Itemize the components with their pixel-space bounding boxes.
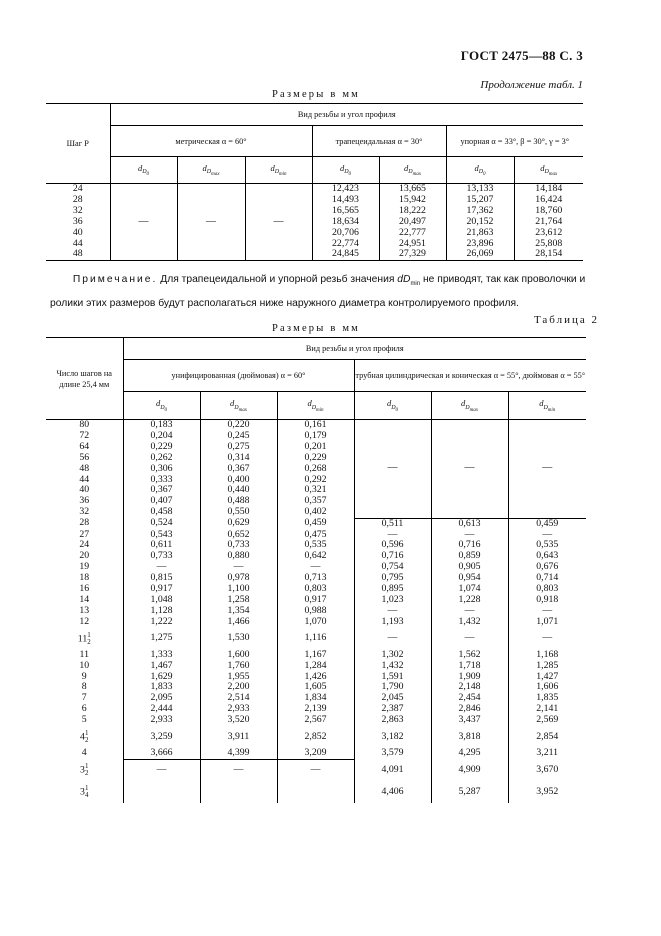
value-cell: 0,459	[277, 518, 354, 529]
value-cell: 3,818	[431, 726, 508, 748]
table2-col-symbol: $d_{D_0}$	[354, 392, 431, 420]
table-row	[46, 748, 586, 759]
value-cell: 16,424	[514, 195, 583, 206]
value-cell: 3,666	[123, 748, 200, 759]
table-row	[46, 184, 583, 195]
value-cell	[200, 781, 277, 803]
table1-thrust-header: упорная α = 33°, β = 30°, γ = 3°	[446, 126, 583, 157]
value-cell: 2,514	[200, 693, 277, 704]
value-cell: —	[431, 606, 508, 617]
value-cell: 1,222	[123, 617, 200, 628]
table-row	[46, 628, 586, 650]
value-cell: 1,193	[354, 617, 431, 628]
value-cell	[123, 781, 200, 803]
value-cell: —	[354, 530, 431, 541]
count-cell: 14	[79, 594, 90, 605]
value-cell: 0,161	[277, 420, 354, 431]
value-cell: 18,634	[312, 217, 379, 228]
value-cell: 0,642	[277, 551, 354, 562]
value-cell: 0,733	[123, 551, 200, 562]
value-cell: 0,716	[431, 540, 508, 551]
value-cell: 0,367	[200, 464, 277, 475]
value-cell: 22,774	[312, 239, 379, 250]
value-cell: 1,833	[123, 682, 200, 693]
value-cell: 1,834	[277, 693, 354, 704]
value-cell: 0,714	[508, 573, 586, 584]
count-cell: 24	[79, 539, 90, 551]
step-cell: 48	[46, 249, 110, 260]
table1-col-symbol: $d_{D_{min}}$	[245, 157, 312, 184]
table1-col-symbol: $d_{D_0}$	[110, 157, 177, 184]
table1	[46, 103, 583, 261]
value-cell: 1,600	[200, 650, 277, 661]
count-cell: 64	[79, 440, 90, 452]
value-cell: —	[354, 606, 431, 617]
count-cell: 20	[79, 550, 90, 562]
value-cell: 0,917	[277, 595, 354, 606]
table-row	[46, 781, 586, 803]
value-cell: —	[508, 606, 586, 617]
value-cell: 0,400	[200, 475, 277, 486]
value-cell: 3,579	[354, 748, 431, 759]
value-cell: 0,543	[123, 530, 200, 541]
value-cell: 0,550	[200, 507, 277, 518]
value-cell: —	[508, 530, 586, 541]
value-cell: 1,275	[123, 628, 200, 650]
value-cell: 2,933	[200, 704, 277, 715]
value-cell: 1,258	[200, 595, 277, 606]
pipe-dash-cell: —	[508, 420, 586, 519]
count-cell: 27	[79, 528, 90, 540]
count-cell: 7	[81, 692, 87, 704]
table-row	[46, 661, 586, 672]
value-cell: 4,909	[431, 759, 508, 781]
value-cell: 17,362	[446, 206, 514, 217]
value-cell: 25,808	[514, 239, 583, 250]
value-cell: 0,245	[200, 431, 277, 442]
pipe-dash-cell: —	[431, 420, 508, 519]
value-cell: 0,613	[431, 518, 508, 529]
value-cell: —	[354, 628, 431, 650]
value-cell: 1,167	[277, 650, 354, 661]
value-cell: 24,845	[312, 249, 379, 260]
value-cell: 1,909	[431, 672, 508, 683]
value-cell: 0,367	[123, 485, 200, 496]
count-cell: 111 2	[77, 630, 91, 646]
value-cell: 1,530	[200, 628, 277, 650]
table2-unified-header: унифицированная (дюймовая) α = 60°	[123, 360, 354, 392]
value-cell: 2,200	[200, 682, 277, 693]
value-cell: 0,815	[123, 573, 200, 584]
table1-body	[46, 184, 583, 261]
value-cell: 0,535	[277, 540, 354, 551]
value-cell: 0,458	[123, 507, 200, 518]
table-row	[46, 650, 586, 661]
count-cell: 41 2	[80, 729, 89, 745]
value-cell: 1,718	[431, 661, 508, 672]
value-cell: 0,268	[277, 464, 354, 475]
value-cell: 0,314	[200, 453, 277, 464]
value-cell: 0,220	[200, 420, 277, 431]
value-cell: 1,285	[508, 661, 586, 672]
table1-col-symbol: $d_{D_0}$	[312, 157, 379, 184]
value-cell	[277, 781, 354, 803]
step-cell: 32	[72, 204, 83, 216]
value-cell: 3,670	[508, 759, 586, 781]
count-cell: 9	[81, 670, 87, 682]
value-cell: 22,777	[379, 228, 446, 239]
value-cell: 2,567	[277, 715, 354, 726]
value-cell: 0,895	[354, 584, 431, 595]
value-cell: 18,760	[514, 206, 583, 217]
value-cell: 1,562	[431, 650, 508, 661]
table1-col-symbol: $d_{D_{max}}$	[177, 157, 245, 184]
value-cell: 4,399	[200, 748, 277, 759]
value-cell: 2,863	[354, 715, 431, 726]
note-text-after: не приводят, так как проволочки и ролики этих размеров будут располагаться ниже наружного диаметра контролируемого профиля.	[50, 274, 586, 310]
step-cell: 24	[72, 183, 83, 194]
value-cell: 0,988	[277, 606, 354, 617]
value-cell: 0,803	[508, 584, 586, 595]
value-cell: 23,896	[446, 239, 514, 250]
count-cell: 40	[79, 484, 90, 496]
value-cell: 0,306	[123, 464, 200, 475]
value-cell: 0,201	[277, 442, 354, 453]
count-cell: 72	[79, 429, 90, 441]
note-symbol: dD	[397, 274, 411, 285]
value-cell: 21,863	[446, 228, 514, 239]
value-cell: 26,069	[446, 249, 514, 260]
value-cell: 0,292	[277, 475, 354, 486]
value-cell: 1,116	[277, 628, 354, 650]
table2-col-symbol: $d_{D_{max}}$	[200, 392, 277, 420]
value-cell: 1,071	[508, 617, 586, 628]
value-cell: 1,432	[354, 661, 431, 672]
value-cell: —	[508, 628, 586, 650]
table1-col-symbol: $d_{D_{max}}$	[514, 157, 583, 184]
step-cell: 36	[72, 215, 83, 227]
value-cell: 1,955	[200, 672, 277, 683]
value-cell: 0,713	[277, 573, 354, 584]
step-cell: 28	[72, 193, 83, 205]
value-cell: 2,444	[123, 704, 200, 715]
pipe-dash-cell: —	[354, 420, 431, 519]
value-cell: 24,951	[379, 239, 446, 250]
count-cell: 4	[81, 747, 87, 759]
value-cell: —	[277, 562, 354, 573]
note-text-before: Для трапецеидальной и упорной резьб значения	[157, 274, 398, 285]
value-cell: 1,835	[508, 693, 586, 704]
value-cell: 1,426	[277, 672, 354, 683]
count-cell: 31 2	[80, 762, 89, 778]
value-cell: 3,952	[508, 781, 586, 803]
value-cell: 0,629	[200, 518, 277, 529]
value-cell: 3,437	[431, 715, 508, 726]
count-cell: 8	[81, 681, 87, 693]
table2-col-symbol: $d_{D_{min}}$	[508, 392, 586, 420]
value-cell: 20,497	[379, 217, 446, 228]
continuation-label: Продолжение табл. 1	[480, 79, 583, 91]
table2-group-header: Вид резьбы и угол профиля	[123, 338, 586, 360]
table2-col-symbol: $d_{D_{max}}$	[431, 392, 508, 420]
value-cell: 2,569	[508, 715, 586, 726]
count-cell: 44	[79, 473, 90, 485]
count-cell: 5	[81, 714, 87, 726]
value-cell: 28,154	[514, 249, 583, 260]
value-cell: 0,716	[354, 551, 431, 562]
value-cell: 0,859	[431, 551, 508, 562]
value-cell: 2,854	[508, 726, 586, 748]
table1-metric-header: метрическая α = 60°	[110, 126, 312, 157]
value-cell: 2,387	[354, 704, 431, 715]
table1-col-symbol: $d_{D_{max}}$	[379, 157, 446, 184]
note	[50, 270, 610, 314]
value-cell: 2,852	[277, 726, 354, 748]
value-cell: 1,128	[123, 606, 200, 617]
value-cell: 2,045	[354, 693, 431, 704]
value-cell: 16,565	[312, 206, 379, 217]
value-cell: 1,023	[354, 595, 431, 606]
table-row	[46, 726, 586, 748]
table2-name: Таблица 2	[533, 314, 599, 326]
value-cell: —	[200, 759, 277, 781]
value-cell: 0,917	[123, 584, 200, 595]
table2-symbol-row	[46, 392, 586, 420]
table2-count-header: Число шагов на длине 25,4 мм	[46, 338, 123, 420]
value-cell: 0,488	[200, 496, 277, 507]
value-cell: 0,905	[431, 562, 508, 573]
value-cell: —	[200, 562, 277, 573]
value-cell: —	[277, 759, 354, 781]
count-cell: 13	[79, 604, 90, 616]
value-cell: 27,329	[379, 249, 446, 260]
value-cell: 1,048	[123, 595, 200, 606]
value-cell: 1,432	[431, 617, 508, 628]
count-cell: 16	[79, 583, 90, 595]
table2-pipe-header: трубная цилиндрическая и коническая α = 55°, дюймовая α = 55°	[354, 360, 586, 392]
value-cell: —	[123, 562, 200, 573]
page-header: ГОСТ 2475—88 С. 3	[460, 48, 583, 63]
value-cell: 2,933	[123, 715, 200, 726]
value-cell: 0,918	[508, 595, 586, 606]
value-cell: 0,954	[431, 573, 508, 584]
metric-dash-cell: —	[110, 184, 177, 261]
table1-group-header: Вид резьбы и угол профиля	[110, 104, 583, 126]
value-cell: 18,222	[379, 206, 446, 217]
count-cell: 6	[81, 703, 87, 715]
value-cell: —	[123, 759, 200, 781]
value-cell: 4,295	[431, 748, 508, 759]
value-cell: 3,209	[277, 748, 354, 759]
count-cell: 48	[79, 462, 90, 474]
value-cell: 1,591	[354, 672, 431, 683]
value-cell: 0,321	[277, 485, 354, 496]
value-cell: 1,168	[508, 650, 586, 661]
value-cell: 0,733	[200, 540, 277, 551]
value-cell: 0,229	[123, 442, 200, 453]
value-cell: 0,440	[200, 485, 277, 496]
value-cell: 0,511	[354, 518, 431, 529]
table2-col-symbol: $d_{D_0}$	[123, 392, 200, 420]
count-cell: 32	[79, 506, 90, 518]
value-cell: 4,406	[354, 781, 431, 803]
value-cell: 0,643	[508, 551, 586, 562]
value-cell: 12,423	[312, 184, 379, 195]
value-cell: 5,287	[431, 781, 508, 803]
value-cell: 15,207	[446, 195, 514, 206]
value-cell: 0,535	[508, 540, 586, 551]
value-cell: 0,596	[354, 540, 431, 551]
value-cell: 0,262	[123, 453, 200, 464]
value-cell: 1,467	[123, 661, 200, 672]
table1-caption: Размеры в мм	[272, 89, 361, 100]
value-cell: 2,148	[431, 682, 508, 693]
value-cell: 1,605	[277, 682, 354, 693]
value-cell: 1,070	[277, 617, 354, 628]
value-cell: 1,790	[354, 682, 431, 693]
value-cell: 3,182	[354, 726, 431, 748]
value-cell: 3,520	[200, 715, 277, 726]
note-label: Примечание.	[72, 274, 158, 285]
value-cell: 1,427	[508, 672, 586, 683]
value-cell: 1,302	[354, 650, 431, 661]
table2-body	[46, 420, 586, 804]
value-cell: 23,612	[514, 228, 583, 239]
step-cell: 40	[72, 226, 83, 238]
metric-dash-cell: —	[245, 184, 312, 261]
count-cell: 12	[79, 615, 90, 627]
count-cell: 11	[79, 648, 89, 660]
value-cell: 0,357	[277, 496, 354, 507]
count-cell: 36	[79, 495, 90, 507]
count-cell: 56	[79, 451, 90, 463]
value-cell: 0,652	[200, 530, 277, 541]
value-cell: 4,091	[354, 759, 431, 781]
value-cell: 1,074	[431, 584, 508, 595]
value-cell: —	[431, 530, 508, 541]
note-symbol-sub: min	[410, 281, 421, 288]
value-cell: 0,229	[277, 453, 354, 464]
value-cell: 21,764	[514, 217, 583, 228]
count-cell: 80	[79, 419, 90, 430]
table1-step-header: Шаг P	[46, 104, 110, 184]
value-cell: 1,284	[277, 661, 354, 672]
count-cell: 19	[79, 561, 90, 573]
value-cell: 0,275	[200, 442, 277, 453]
value-cell: 0,524	[123, 518, 200, 529]
value-cell: 3,211	[508, 748, 586, 759]
value-cell: 0,795	[354, 573, 431, 584]
table2-col-symbol: $d_{D_{min}}$	[277, 392, 354, 420]
value-cell: 2,095	[123, 693, 200, 704]
value-cell: 0,183	[123, 420, 200, 431]
table1-trap-header: трапецеидальная α = 30°	[312, 126, 446, 157]
value-cell: 2,454	[431, 693, 508, 704]
table1-symbol-row	[46, 157, 583, 184]
value-cell: 0,676	[508, 562, 586, 573]
table-row	[46, 759, 586, 781]
value-cell: 14,184	[514, 184, 583, 195]
value-cell: 20,706	[312, 228, 379, 239]
value-cell: 13,133	[446, 184, 514, 195]
value-cell: —	[431, 628, 508, 650]
count-cell: 10	[79, 659, 90, 671]
table-row	[46, 715, 586, 726]
value-cell: 0,754	[354, 562, 431, 573]
value-cell: 2,141	[508, 704, 586, 715]
value-cell: 0,475	[277, 530, 354, 541]
value-cell: 1,228	[431, 595, 508, 606]
table2-caption: Размеры в мм	[272, 323, 361, 334]
table2	[46, 337, 586, 803]
value-cell: 1,760	[200, 661, 277, 672]
table-row	[46, 518, 586, 529]
value-cell: 15,942	[379, 195, 446, 206]
value-cell: 2,846	[431, 704, 508, 715]
value-cell: 0,179	[277, 431, 354, 442]
value-cell: 1,606	[508, 682, 586, 693]
value-cell: 3,259	[123, 726, 200, 748]
value-cell: 1,354	[200, 606, 277, 617]
value-cell: 1,466	[200, 617, 277, 628]
table-row	[46, 617, 586, 628]
value-cell: 1,333	[123, 650, 200, 661]
metric-dash-cell: —	[177, 184, 245, 261]
value-cell: 0,407	[123, 496, 200, 507]
table1-col-symbol: $d_{D_0}$	[446, 157, 514, 184]
step-cell: 44	[72, 237, 83, 249]
value-cell: 20,152	[446, 217, 514, 228]
value-cell: 3,911	[200, 726, 277, 748]
value-cell: 0,803	[277, 584, 354, 595]
value-cell: 0,402	[277, 507, 354, 518]
value-cell: 0,978	[200, 573, 277, 584]
count-cell: 31 4	[80, 784, 89, 800]
count-cell: 18	[79, 572, 90, 584]
value-cell: 2,139	[277, 704, 354, 715]
value-cell: 1,100	[200, 584, 277, 595]
value-cell: 14,493	[312, 195, 379, 206]
count-cell: 28	[79, 517, 90, 529]
value-cell: 0,611	[123, 540, 200, 551]
value-cell: 0,333	[123, 475, 200, 486]
value-cell: 0,880	[200, 551, 277, 562]
value-cell: 13,665	[379, 184, 446, 195]
value-cell: 0,459	[508, 518, 586, 529]
value-cell: 1,629	[123, 672, 200, 683]
value-cell: 0,204	[123, 431, 200, 442]
